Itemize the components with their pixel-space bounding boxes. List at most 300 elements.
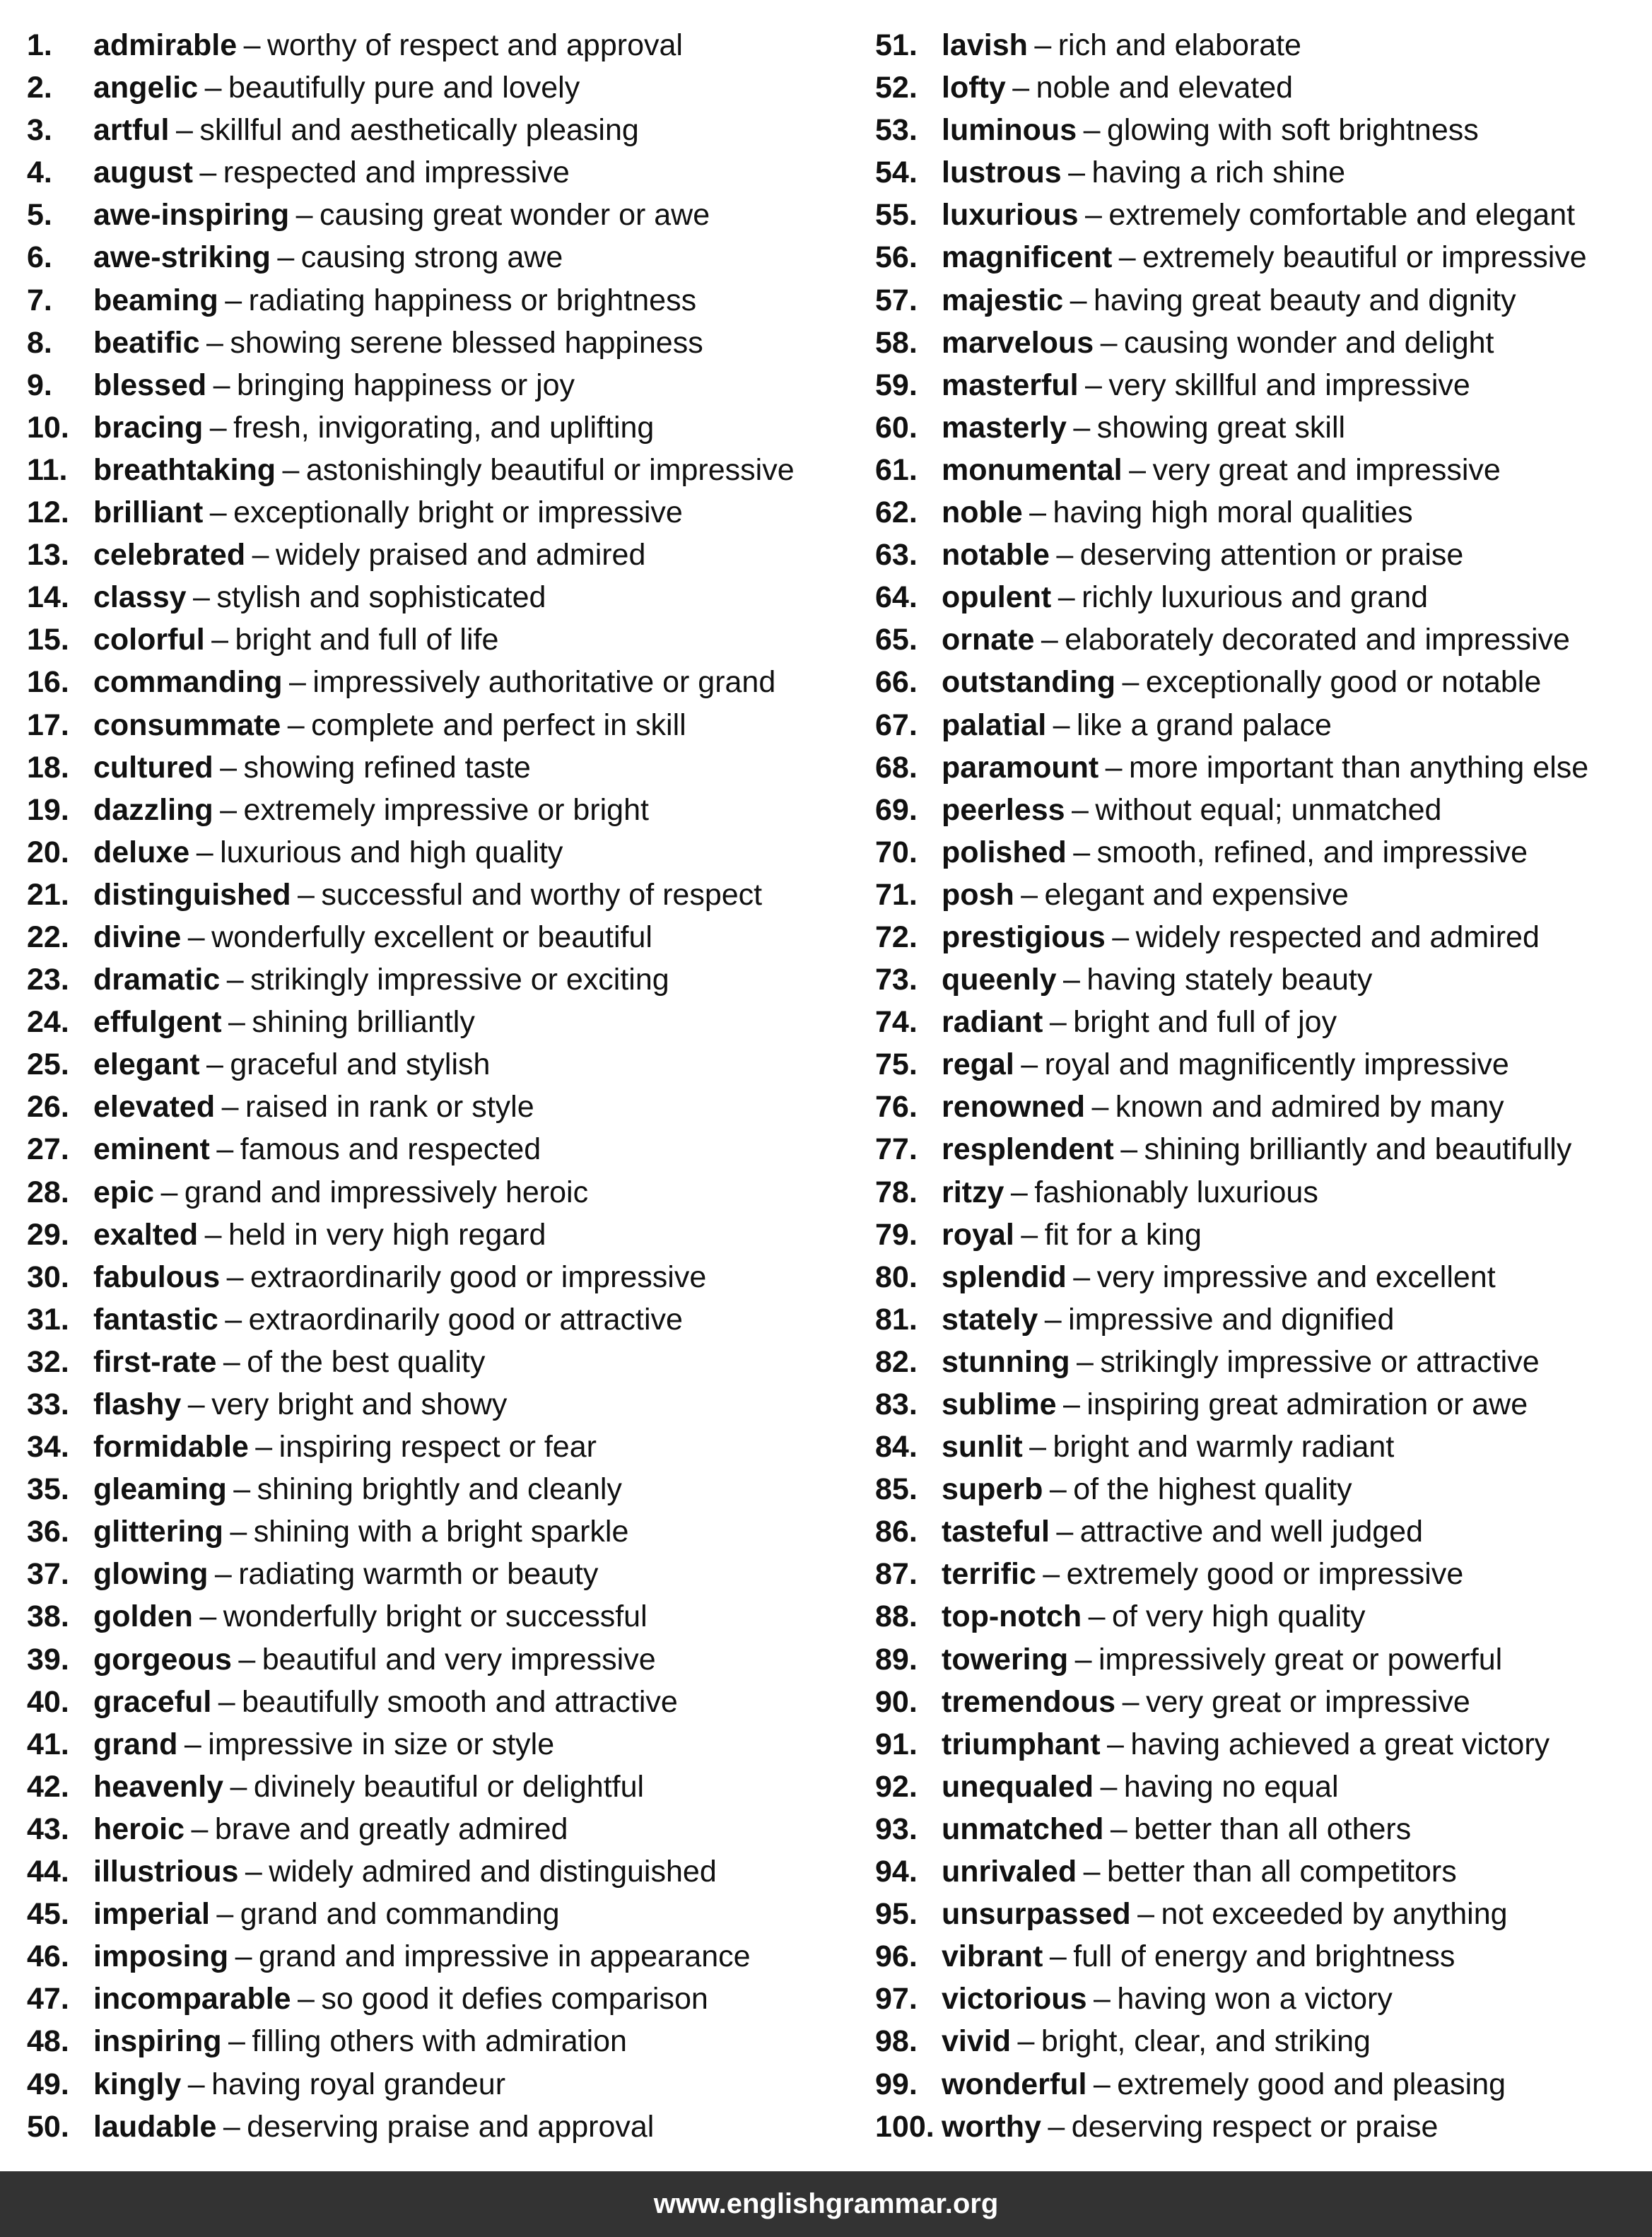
entry-word: ornate — [942, 623, 1035, 657]
entry-word: vibrant — [942, 1939, 1043, 1974]
entry-dash: – — [1112, 920, 1130, 954]
entry-word: colorful — [93, 623, 205, 657]
list-item — [27, 1681, 861, 1723]
list-item — [27, 194, 861, 236]
entry-dash: – — [1107, 1727, 1124, 1761]
list-item — [27, 1341, 861, 1383]
list-item — [875, 1043, 1639, 1086]
entry-definition: deserving respect or praise — [1071, 2109, 1439, 2144]
entry-dash: – — [1056, 538, 1074, 573]
entry-dash: – — [214, 1557, 232, 1592]
entry-definition: very skillful and impressive — [1108, 368, 1470, 402]
entry-dash: – — [238, 1642, 256, 1677]
list-item — [875, 1128, 1639, 1170]
entry-definition: having high moral qualities — [1053, 495, 1413, 530]
list-item — [875, 1893, 1639, 1935]
entry-number: 77. — [875, 1132, 918, 1167]
entry-word: terrific — [942, 1557, 1036, 1592]
entry-definition: elaborately decorated and impressive — [1065, 623, 1570, 657]
list-item — [27, 1383, 861, 1426]
entry-dash: – — [1118, 240, 1136, 275]
list-item — [875, 618, 1639, 661]
entry-word: stunning — [942, 1344, 1070, 1379]
entry-definition: inspiring great admiration or awe — [1086, 1387, 1528, 1421]
entry-number: 71. — [875, 877, 918, 912]
entry-definition: grand and impressively heroic — [184, 1175, 589, 1209]
entry-definition: having great beauty and dignity — [1093, 283, 1516, 317]
entry-dash: – — [1137, 1897, 1155, 1932]
entry-definition: having stately beauty — [1086, 963, 1373, 997]
list-item — [27, 24, 861, 66]
entry-word: paramount — [942, 750, 1099, 785]
entry-definition: filling others with admiration — [252, 2024, 627, 2059]
entry-word: lofty — [942, 71, 1006, 105]
entry-definition: stylish and sophisticated — [216, 580, 546, 615]
entry-definition: causing wonder and delight — [1123, 325, 1494, 360]
entry-dash: – — [184, 1727, 201, 1761]
entry-dash: – — [1083, 113, 1101, 148]
entry-number: 72. — [875, 920, 918, 954]
entry-word: ritzy — [942, 1175, 1004, 1209]
entry-number: 93. — [875, 1812, 918, 1846]
entry-dash: – — [226, 1260, 244, 1294]
entry-number: 90. — [875, 1684, 918, 1719]
entry-definition: complete and perfect in skill — [311, 707, 686, 742]
entry-dash: – — [1120, 1132, 1138, 1167]
list-item — [27, 746, 861, 789]
list-item — [27, 406, 861, 449]
entry-number: 49. — [27, 2067, 69, 2101]
list-item — [27, 789, 861, 831]
entry-number: 43. — [27, 1812, 69, 1846]
list-item — [875, 1808, 1639, 1850]
entry-number: 4. — [27, 155, 52, 190]
entry-dash: – — [255, 1430, 273, 1464]
entry-definition: fashionably luxurious — [1034, 1175, 1318, 1209]
entry-word: gorgeous — [93, 1642, 232, 1677]
entry-number: 3. — [27, 113, 52, 148]
entry-dash: – — [187, 2067, 205, 2101]
entry-dash: – — [204, 71, 222, 105]
entry-word: inspiring — [93, 2024, 222, 2059]
entry-dash: – — [1062, 1387, 1080, 1421]
entry-word: angelic — [93, 71, 199, 105]
entry-word: noble — [942, 495, 1023, 530]
entry-word: renowned — [942, 1090, 1086, 1125]
entry-number: 75. — [875, 1047, 918, 1082]
entry-number: 60. — [875, 410, 918, 445]
list-item — [875, 1935, 1639, 1978]
entry-word: blessed — [93, 368, 207, 402]
entry-word: tremendous — [942, 1684, 1116, 1719]
entry-number: 14. — [27, 580, 69, 615]
entry-dash: – — [1053, 707, 1070, 742]
entry-number: 57. — [875, 283, 918, 317]
list-item — [875, 2063, 1639, 2106]
entry-number: 98. — [875, 2024, 918, 2059]
entry-word: august — [93, 155, 193, 190]
entry-word: opulent — [942, 580, 1052, 615]
list-item — [875, 1978, 1639, 2020]
entry-word: brilliant — [93, 495, 204, 530]
entry-number: 51. — [875, 28, 918, 62]
entry-number: 44. — [27, 1855, 69, 1889]
entry-dash: – — [1068, 155, 1086, 190]
entry-number: 8. — [27, 325, 52, 360]
entry-word: flashy — [93, 1387, 182, 1421]
list-item — [875, 2020, 1639, 2062]
list-item — [875, 151, 1639, 194]
entry-definition: extraordinarily good or impressive — [250, 1260, 707, 1294]
entry-dash: – — [228, 1005, 245, 1040]
entry-number: 32. — [27, 1344, 69, 1379]
list-item — [27, 1426, 861, 1468]
list-item — [27, 618, 861, 661]
entry-definition: having royal grandeur — [211, 2067, 506, 2101]
entry-definition: skillful and aesthetically pleasing — [199, 113, 639, 148]
list-item — [875, 746, 1639, 789]
entry-number: 100. — [875, 2109, 935, 2144]
entry-definition: causing great wonder or awe — [319, 198, 710, 233]
list-item — [27, 661, 861, 703]
entry-definition: grand and impressive in appearance — [258, 1939, 751, 1974]
entry-definition: elegant and expensive — [1044, 877, 1349, 912]
entry-definition: impressively authoritative or grand — [312, 665, 776, 700]
entry-word: superb — [942, 1472, 1043, 1507]
entry-definition: full of energy and brightness — [1073, 1939, 1455, 1974]
entry-definition: bright, clear, and striking — [1041, 2024, 1371, 2059]
list-item — [875, 1638, 1639, 1681]
entry-word: cultured — [93, 750, 213, 785]
entry-word: classy — [93, 580, 187, 615]
entry-dash: – — [1049, 1005, 1067, 1040]
list-item — [875, 1468, 1639, 1510]
entry-dash: – — [1122, 665, 1140, 700]
list-item — [27, 364, 861, 406]
entry-definition: very great or impressive — [1145, 1684, 1470, 1719]
entry-number: 20. — [27, 835, 69, 869]
entry-definition: deserving praise and approval — [247, 2109, 655, 2144]
entry-word: first-rate — [93, 1344, 217, 1379]
entry-word: tasteful — [942, 1515, 1050, 1549]
entry-dash: – — [295, 198, 313, 233]
entry-number: 35. — [27, 1472, 69, 1507]
list-item — [875, 1341, 1639, 1383]
entry-dash: – — [1100, 325, 1118, 360]
list-item — [875, 1681, 1639, 1723]
entry-definition: astonishingly beautiful or impressive — [305, 452, 795, 487]
entry-number: 82. — [875, 1344, 918, 1379]
entry-number: 33. — [27, 1387, 69, 1421]
entry-dash: – — [1021, 877, 1038, 912]
entry-word: palatial — [942, 707, 1047, 742]
entry-word: polished — [942, 835, 1067, 869]
entry-number: 63. — [875, 538, 918, 573]
entry-definition: brave and greatly admired — [214, 1812, 568, 1846]
entry-number: 92. — [875, 1769, 918, 1804]
entry-word: kingly — [93, 2067, 182, 2101]
list-item — [875, 194, 1639, 236]
list-item — [875, 874, 1639, 916]
entry-dash: – — [1091, 1090, 1109, 1125]
entry-dash: – — [1093, 2067, 1111, 2101]
entry-word: illustrious — [93, 1855, 239, 1889]
entry-number: 99. — [875, 2067, 918, 2101]
entry-word: splendid — [942, 1260, 1067, 1294]
list-item — [27, 1808, 861, 1850]
entry-definition: not exceeded by anything — [1161, 1897, 1508, 1932]
word-list-left-column — [27, 24, 861, 2148]
entry-definition: showing serene blessed happiness — [230, 325, 703, 360]
entry-definition: having achieved a great victory — [1130, 1727, 1550, 1761]
entry-word: masterly — [942, 410, 1067, 445]
entry-definition: impressive in size or style — [208, 1727, 555, 1761]
entry-definition: having a rich shine — [1091, 155, 1346, 190]
entry-number: 87. — [875, 1557, 918, 1592]
entry-number: 73. — [875, 963, 918, 997]
list-item — [27, 874, 861, 916]
entry-dash: – — [220, 750, 238, 785]
entry-definition: glowing with soft brightness — [1106, 113, 1479, 148]
entry-word: admirable — [93, 28, 238, 62]
entry-number: 52. — [875, 71, 918, 105]
list-item — [27, 1553, 861, 1595]
entry-word: eminent — [93, 1132, 210, 1167]
list-item — [27, 322, 861, 364]
entry-word: triumphant — [942, 1727, 1101, 1761]
entry-word: marvelous — [942, 325, 1094, 360]
entry-number: 56. — [875, 240, 918, 275]
entry-number: 74. — [875, 1005, 918, 1040]
entry-number: 12. — [27, 495, 69, 530]
entry-number: 86. — [875, 1515, 918, 1549]
entry-dash: – — [1088, 1599, 1106, 1634]
entry-definition: famous and respected — [240, 1132, 541, 1167]
list-item — [875, 1510, 1639, 1553]
entry-word: deluxe — [93, 835, 190, 869]
entry-dash: – — [1041, 623, 1058, 657]
entry-definition: bright and warmly radiant — [1053, 1430, 1395, 1464]
list-item — [875, 491, 1639, 534]
entry-number: 55. — [875, 198, 918, 233]
entry-word: sunlit — [942, 1430, 1023, 1464]
entry-definition: impressive and dignified — [1068, 1302, 1395, 1337]
list-item — [27, 449, 861, 491]
entry-word: imperial — [93, 1897, 210, 1932]
list-item — [27, 1723, 861, 1766]
entry-number: 64. — [875, 580, 918, 615]
entry-dash: – — [289, 665, 306, 700]
entry-number: 78. — [875, 1175, 918, 1209]
entry-dash: – — [233, 1472, 251, 1507]
entry-word: dazzling — [93, 792, 213, 827]
word-list-right-column — [875, 24, 1639, 2148]
entry-dash: – — [277, 240, 295, 275]
list-item — [875, 1001, 1639, 1043]
entry-definition: widely respected and admired — [1135, 920, 1540, 954]
entry-dash: – — [191, 1812, 209, 1846]
entry-dash: – — [1070, 283, 1087, 317]
entry-number: 50. — [27, 2109, 69, 2144]
list-item — [875, 576, 1639, 618]
entry-definition: bringing happiness or joy — [236, 368, 575, 402]
entry-dash: – — [209, 410, 227, 445]
entry-dash: – — [223, 1344, 240, 1379]
entry-word: lustrous — [942, 155, 1062, 190]
list-item — [27, 491, 861, 534]
entry-number: 83. — [875, 1387, 918, 1421]
entry-word: radiant — [942, 1005, 1043, 1040]
list-item — [875, 66, 1639, 109]
entry-definition: better than all others — [1134, 1812, 1412, 1846]
list-item — [27, 1298, 861, 1341]
entry-dash: – — [206, 1047, 223, 1082]
entry-dash: – — [298, 1982, 315, 2016]
entry-dash: – — [175, 113, 193, 148]
entry-word: bracing — [93, 410, 204, 445]
list-item — [875, 958, 1639, 1001]
entry-word: elevated — [93, 1090, 216, 1125]
list-item — [27, 1638, 861, 1681]
entry-dash: – — [1021, 1047, 1038, 1082]
entry-word: awe-inspiring — [93, 198, 290, 233]
entry-dash: – — [211, 623, 229, 657]
list-item — [27, 1850, 861, 1893]
entry-dash: – — [226, 963, 244, 997]
entry-definition: shining brightly and cleanly — [257, 1472, 622, 1507]
entry-dash: – — [209, 495, 227, 530]
entry-dash: – — [1029, 495, 1047, 530]
entry-number: 23. — [27, 963, 69, 997]
entry-word: beaming — [93, 283, 218, 317]
entry-dash: – — [230, 1515, 247, 1549]
footer-url[interactable]: www.englishgrammar.org — [653, 2188, 999, 2219]
list-item — [27, 1256, 861, 1298]
list-item — [875, 1383, 1639, 1426]
entry-word: distinguished — [93, 877, 291, 912]
entry-dash: – — [1049, 1472, 1067, 1507]
entry-definition: bright and full of joy — [1073, 1005, 1337, 1040]
entry-dash: – — [225, 1302, 242, 1337]
list-item — [27, 704, 861, 746]
entry-number: 69. — [875, 792, 918, 827]
entry-dash: – — [1021, 1217, 1038, 1252]
entry-dash: – — [1084, 198, 1102, 233]
list-item — [27, 1468, 861, 1510]
entry-dash: – — [252, 538, 269, 573]
entry-word: prestigious — [942, 920, 1106, 954]
list-item — [27, 1935, 861, 1978]
entry-word: glowing — [93, 1557, 209, 1592]
entry-dash: – — [1071, 792, 1089, 827]
entry-definition: successful and worthy of respect — [321, 877, 763, 912]
entry-definition: graceful and stylish — [230, 1047, 491, 1082]
list-item — [875, 24, 1639, 66]
entry-definition: very impressive and excellent — [1096, 1260, 1496, 1294]
entry-word: stately — [942, 1302, 1038, 1337]
entry-definition: impressively great or powerful — [1099, 1642, 1503, 1677]
entry-definition: having won a victory — [1117, 1982, 1393, 2016]
entry-dash: – — [1110, 1812, 1127, 1846]
entry-word: divine — [93, 920, 182, 954]
entry-definition: radiating warmth or beauty — [238, 1557, 599, 1592]
entry-definition: shining with a bright sparkle — [253, 1515, 629, 1549]
entry-dash: – — [225, 283, 242, 317]
entry-number: 19. — [27, 792, 69, 827]
list-item — [27, 2106, 861, 2148]
entry-definition: very great and impressive — [1152, 452, 1501, 487]
entry-definition: of the highest quality — [1073, 1472, 1352, 1507]
entry-number: 27. — [27, 1132, 69, 1167]
entry-number: 46. — [27, 1939, 69, 1974]
entry-definition: exceptionally good or notable — [1145, 665, 1542, 700]
entry-number: 48. — [27, 2024, 69, 2059]
entry-number: 76. — [875, 1090, 918, 1125]
entry-dash: – — [192, 580, 210, 615]
entry-definition: deserving attention or praise — [1079, 538, 1464, 573]
entry-number: 11. — [27, 452, 68, 487]
entry-definition: royal and magnificently impressive — [1044, 1047, 1509, 1082]
list-item — [875, 1766, 1639, 1808]
entry-dash: – — [1017, 2024, 1035, 2059]
entry-number: 31. — [27, 1302, 69, 1337]
entry-number: 61. — [875, 452, 918, 487]
entry-dash: – — [1062, 963, 1080, 997]
list-item — [27, 109, 861, 151]
entry-word: golden — [93, 1599, 193, 1634]
entry-definition: held in very high regard — [228, 1217, 546, 1252]
entry-definition: wonderfully excellent or beautiful — [211, 920, 652, 954]
entry-definition: of the best quality — [247, 1344, 486, 1379]
entry-dash: – — [1073, 835, 1091, 869]
entry-definition: having no equal — [1123, 1769, 1339, 1804]
entry-number: 67. — [875, 707, 918, 742]
entry-word: epic — [93, 1175, 155, 1209]
entry-dash: – — [199, 1599, 217, 1634]
entry-number: 85. — [875, 1472, 918, 1507]
list-item — [27, 236, 861, 278]
entry-word: laudable — [93, 2109, 217, 2144]
entry-number: 17. — [27, 707, 69, 742]
entry-word: gleaming — [93, 1472, 227, 1507]
entry-dash: – — [216, 1132, 234, 1167]
entry-dash: – — [220, 792, 237, 827]
entry-word: dramatic — [93, 963, 221, 997]
list-item — [875, 364, 1639, 406]
entry-dash: – — [199, 155, 217, 190]
entry-number: 15. — [27, 623, 69, 657]
list-item — [27, 1978, 861, 2020]
entry-number: 1. — [27, 28, 52, 62]
entry-dash: – — [1056, 1515, 1074, 1549]
entry-dash: – — [287, 707, 305, 742]
entry-dash: – — [223, 2109, 240, 2144]
entry-number: 89. — [875, 1642, 918, 1677]
entry-dash: – — [1034, 28, 1052, 62]
entry-number: 84. — [875, 1430, 918, 1464]
list-item — [27, 1043, 861, 1086]
entry-word: artful — [93, 113, 170, 148]
entry-definition: raised in rank or style — [245, 1090, 534, 1125]
entry-word: outstanding — [942, 665, 1116, 700]
list-item — [875, 916, 1639, 958]
entry-definition: shining brilliantly — [252, 1005, 475, 1040]
entry-number: 38. — [27, 1599, 69, 1634]
entry-dash: – — [1073, 410, 1091, 445]
entry-definition: beautifully pure and lovely — [228, 71, 580, 105]
entry-number: 6. — [27, 240, 52, 275]
entry-word: exalted — [93, 1217, 199, 1252]
